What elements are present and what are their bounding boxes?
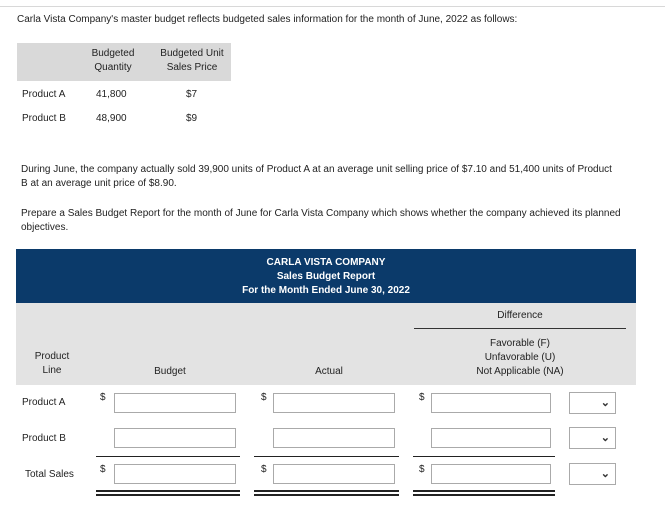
total-budget-input[interactable] [114,464,236,484]
top-divider [0,6,665,7]
instruction-paragraph [21,207,651,235]
total-actual-input[interactable] [273,464,395,484]
header-budgeted-quantity [84,47,142,75]
header-qty-line1: Budgeted [91,48,135,59]
col-difference: Difference [497,310,543,321]
header-price-line1: Budgeted Unit [160,48,224,59]
total-double-line-difference-2 [413,494,555,496]
report-period: For the Month Ended June 30, 2022 [242,285,410,296]
dollar-sign: $ [261,464,267,475]
dollar-sign: $ [100,392,106,403]
report-row-total-label: Total Sales [25,469,74,480]
product-a-budget-input[interactable] [114,393,236,413]
col-fav-line2: Unfavorable (U) [484,352,556,363]
product-b-actual-input[interactable] [273,428,395,448]
dollar-sign: $ [419,464,425,475]
total-double-line-actual-2 [254,494,399,496]
chevron-down-icon: ⌄ [600,397,610,409]
header-price-line2: Sales Price [166,62,218,73]
col-product-line [22,350,82,378]
col-product-line1: Product [34,351,70,362]
total-difference-input[interactable] [431,464,551,484]
budget-row-product-b-label: Product B [22,113,66,124]
product-b-difference-input[interactable] [431,428,551,448]
product-b-fav-unfav-select[interactable] [569,427,616,449]
product-a-actual-input[interactable] [273,393,395,413]
report-row-product-a-label: Product A [22,397,66,408]
budget-row-product-a-qty: 41,800 [96,89,127,100]
actual-sales-line1: During June, the company actually sold 39,900 units of Product A at an average unit selling price of $7.10 and 51,400 units of Product [21,164,612,175]
col-fav-line1: Favorable (F) [489,338,550,349]
col-fav-unfav [455,337,585,379]
dollar-sign: $ [100,464,106,475]
total-fav-unfav-select[interactable] [569,463,616,485]
instruction-line2: objectives. [21,222,69,233]
report-banner [16,249,636,303]
subtotal-line-actual [254,456,399,457]
header-qty-line2: Quantity [94,62,132,73]
chevron-down-icon: ⌄ [600,468,610,480]
total-double-line-budget-2 [96,494,240,496]
budget-row-product-b-qty: 48,900 [96,113,127,124]
col-budget: Budget [154,366,186,377]
intro-text: Carla Vista Company's master budget reflects budgeted sales information for the month of June, 2022 as follows: [17,14,518,25]
total-double-line-actual [254,490,399,492]
total-double-line-budget [96,490,240,492]
budget-row-product-b-price: $9 [186,113,198,124]
report-row-product-b-label: Product B [22,433,66,444]
col-product-line2: Line [42,365,62,376]
total-double-line-difference [413,490,555,492]
subtotal-line-difference [413,456,555,457]
header-budgeted-unit-price [153,47,231,75]
product-b-budget-input[interactable] [114,428,236,448]
dollar-sign: $ [261,392,267,403]
budget-row-product-a-label: Product A [22,89,66,100]
difference-divider [414,328,626,329]
actual-sales-paragraph [21,163,651,191]
col-actual: Actual [315,366,343,377]
report-company: CARLA VISTA COMPANY [266,257,386,268]
budget-row-product-a-price: $7 [186,89,198,100]
instruction-line1: Prepare a Sales Budget Report for the month of June for Carla Vista Company which shows whether the company achieved its planned [21,208,621,219]
actual-sales-line2: B at an average unit price of $8.90. [21,178,177,189]
dollar-sign: $ [419,392,425,403]
product-a-fav-unfav-select[interactable] [569,392,616,414]
chevron-down-icon: ⌄ [600,432,610,444]
col-fav-line3: Not Applicable (NA) [476,366,564,377]
report-title: Sales Budget Report [276,271,376,282]
product-a-difference-input[interactable] [431,393,551,413]
subtotal-line-budget [96,456,240,457]
